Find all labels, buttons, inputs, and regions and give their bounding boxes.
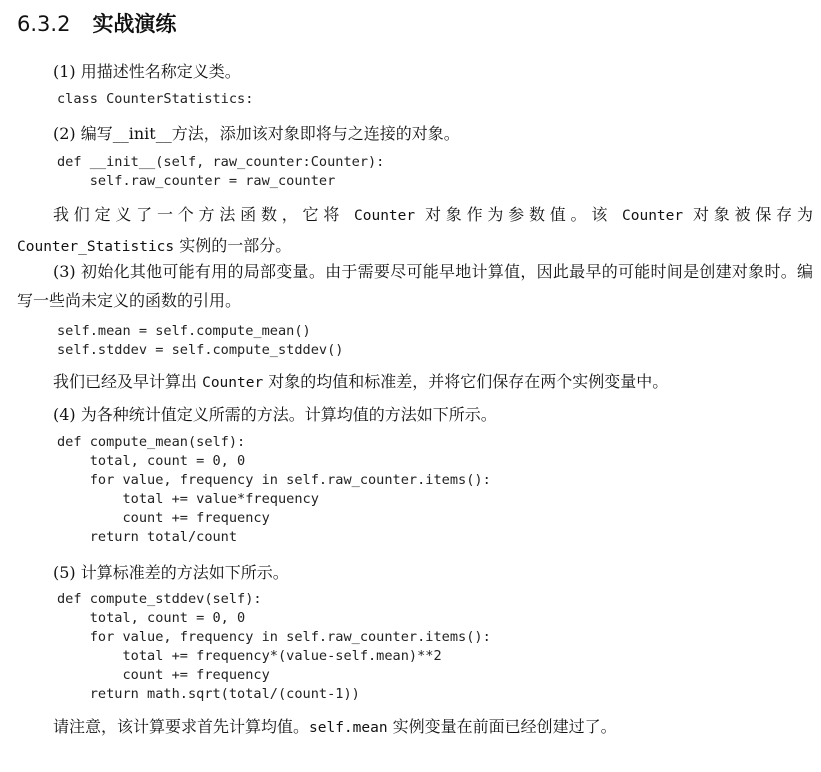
paragraph-note xyxy=(17,712,813,743)
paragraph-text: 实例的一部分。 xyxy=(174,236,292,255)
paragraph-text: 请注意，该计算要求首先计算均值。 xyxy=(53,717,310,736)
paragraph-counter xyxy=(17,200,813,262)
paragraph-step-3 xyxy=(17,257,813,315)
inline-code: self.mean xyxy=(309,720,388,736)
inline-code: Counter_Statistics xyxy=(17,239,175,255)
paragraph-computed xyxy=(17,367,813,398)
inline-code: Counter xyxy=(354,208,416,224)
code-block-init: def __init__(self, raw_counter:Counter): self.raw_counter = raw_counter xyxy=(57,154,385,189)
step-2: (2) 编写__init__方法，添加该对象即将与之连接的对象。 xyxy=(53,124,460,143)
paragraph-text: 我们已经及早计算出 xyxy=(53,372,203,391)
paragraph-text: 对象作为参数值。该 xyxy=(415,205,623,224)
step-5: (5) 计算标准差的方法如下所示。 xyxy=(53,563,289,582)
step-4: (4) 为各种统计值定义所需的方法。计算均值的方法如下所示。 xyxy=(53,405,497,424)
paragraph-text: 实例变量在前面已经创建过了。 xyxy=(387,717,617,736)
paragraph-text: 我们定义了一个方法函数，它将 xyxy=(53,205,354,224)
step-1: (1) 用描述性名称定义类。 xyxy=(53,62,241,81)
code-block-class: class CounterStatistics: xyxy=(57,91,254,107)
code-block-locals: self.mean = self.compute_mean() self.stddev = self.compute_stddev() xyxy=(57,323,344,358)
paragraph-text: (3) 初始化其他可能有用的局部变量。由于需要尽可能早地计算值，因此最早的可能时间是创建对象时。编写一些尚未定义的函数的引用。 xyxy=(17,262,813,310)
paragraph-text: 对象的均值和标准差，并将它们保存在两个实例变量中。 xyxy=(263,372,669,391)
code-block-compute-stddev: def compute_stddev(self): total, count = 0, 0 for value, frequency in self.raw_counter.items(): total += frequency*(value-self.mean)**2 count += frequency return math.sqrt(total/(count-1)) xyxy=(57,591,491,702)
section-heading xyxy=(17,8,176,38)
code-block-compute-mean: def compute_mean(self): total, count = 0, 0 for value, frequency in self.raw_counter.items(): total += value*frequency count += frequency return total/count xyxy=(57,434,491,545)
section-number: 6.3.2 xyxy=(17,12,71,36)
inline-code: Counter xyxy=(202,375,264,391)
section-title: 实战演练 xyxy=(92,12,177,36)
paragraph-text: 对象被保存为 xyxy=(683,205,813,224)
inline-code: Counter xyxy=(622,208,684,224)
